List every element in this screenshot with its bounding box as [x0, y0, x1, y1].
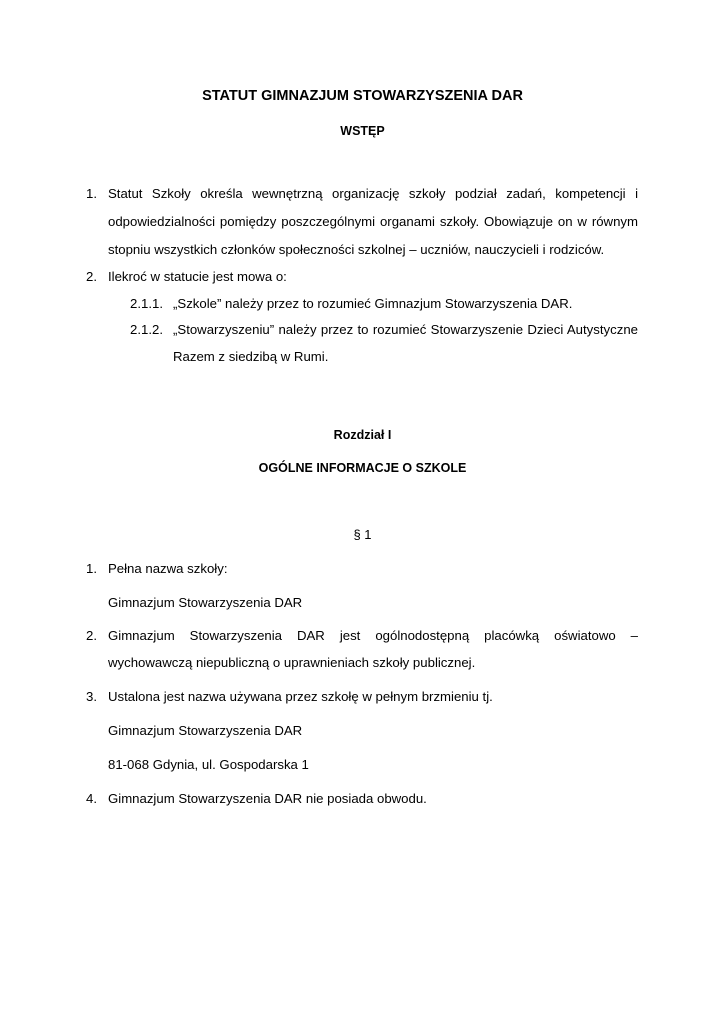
intro-item-2-text: Ilekroć w statucie jest mowa o:	[108, 269, 287, 284]
chapter-item-2-number: 2.	[86, 628, 97, 643]
intro-sub-2-line-1: „Stowarzyszeniu” należy przez to rozumieć Stowarzyszenie Dzieci Autystyczne	[173, 322, 638, 337]
chapter-item-4-text: Gimnazjum Stowarzyszenia DAR nie posiada obwodu.	[108, 791, 427, 806]
chapter-item-3-address: 81-068 Gdynia, ul. Gospodarska 1	[108, 757, 309, 772]
intro-item-1-line-3: stopniu wszystkich członków społeczności szkolnej – uczniów, nauczycieli i rodziców.	[108, 242, 605, 257]
intro-sub-2-number: 2.1.2.	[130, 322, 163, 337]
chapter-label: Rozdział I	[333, 428, 392, 442]
intro-item-2-number: 2.	[86, 269, 97, 284]
intro-sub-1-number: 2.1.1.	[130, 296, 163, 311]
intro-item-1-number: 1.	[86, 186, 97, 201]
chapter-item-3-text: Ustalona jest nazwa używana przez szkołę w pełnym brzmieniu tj.	[108, 689, 493, 704]
intro-item-1-line-1: Statut Szkoły określa wewnętrzną organizację szkoły podział zadań, kompetencji i	[108, 186, 638, 201]
document-title: STATUT GIMNAZJUM STOWARZYSZENIA DAR	[202, 88, 523, 104]
chapter-name: OGÓLNE INFORMACJE O SZKOLE	[258, 461, 467, 475]
chapter-item-2-line-1: Gimnazjum Stowarzyszenia DAR jest ogólnodostępną placówką oświatowo –	[108, 628, 638, 643]
chapter-item-3-number: 3.	[86, 689, 97, 704]
intro-sub-2-line-2: Razem z siedzibą w Rumi.	[173, 349, 329, 364]
chapter-item-1-text: Pełna nazwa szkoły:	[108, 561, 228, 576]
paragraph-mark: § 1	[353, 527, 372, 542]
chapter-item-4-number: 4.	[86, 791, 97, 806]
intro-item-1-line-2: odpowiedzialności pomiędzy poszczególnymi organami szkoły. Obowiązuje on w równym	[108, 214, 638, 229]
chapter-item-1-value: Gimnazjum Stowarzyszenia DAR	[108, 595, 303, 610]
intro-sub-1-text: „Szkole” należy przez to rozumieć Gimnazjum Stowarzyszenia DAR.	[173, 296, 573, 311]
chapter-item-3-name: Gimnazjum Stowarzyszenia DAR	[108, 723, 303, 738]
intro-heading: WSTĘP	[340, 124, 385, 138]
chapter-item-2-line-2: wychowawczą niepubliczną o uprawnieniach szkoły publicznej.	[108, 655, 476, 670]
chapter-item-1-number: 1.	[86, 561, 97, 576]
